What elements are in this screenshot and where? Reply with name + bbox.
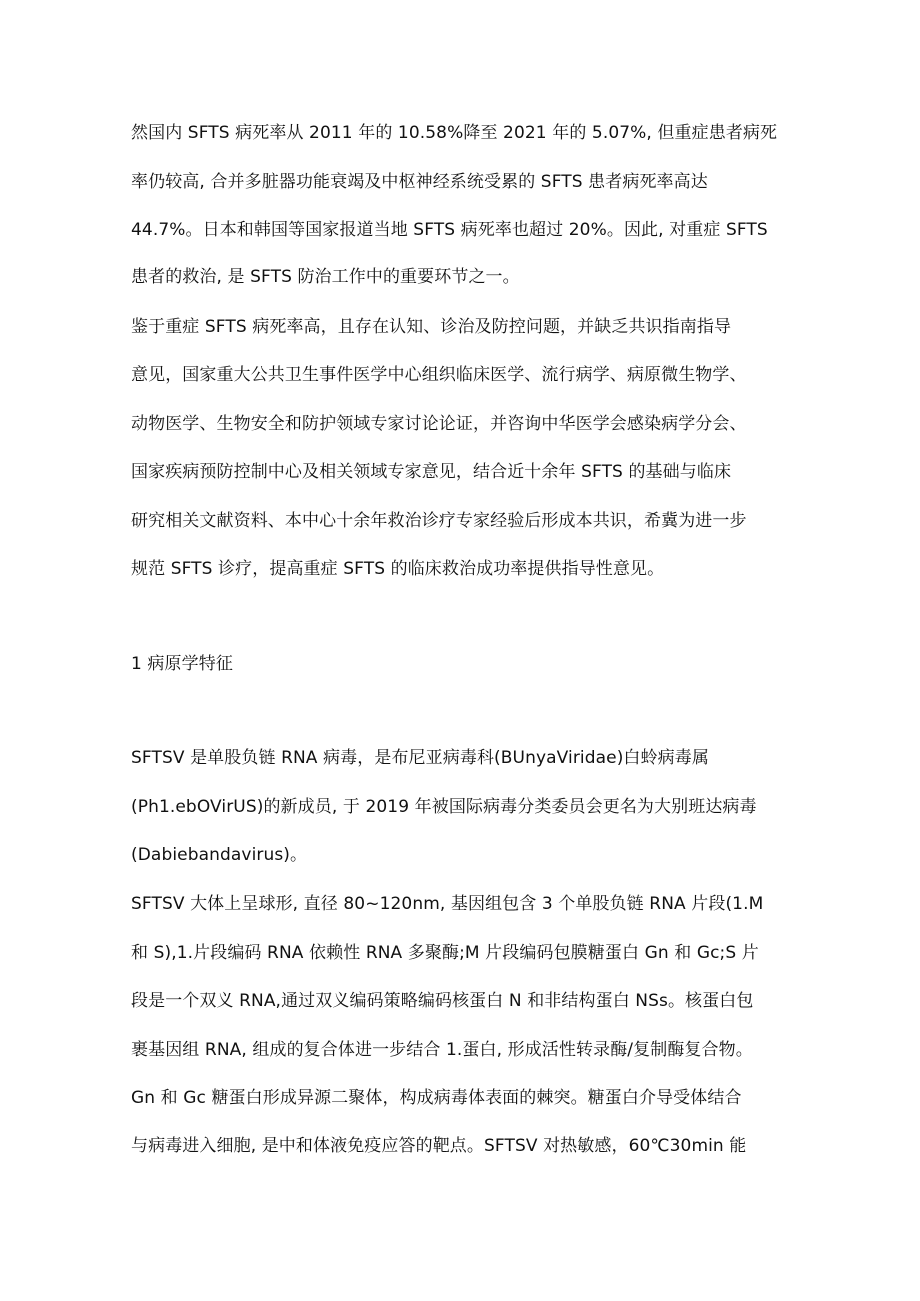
paragraph-4-line-6: 与病毒进入细胞, 是中和体液免疫应答的靶点。SFTSV 对热敏感，60℃30min 能 <box>131 1136 747 1156</box>
paragraph-2-line-2: 意见，国家重大公共卫生事件医学中心组织临床医学、流行病学、病原微生物学、 <box>131 365 747 385</box>
paragraph-3-line-2: (Ph1.ebOVirUS)的新成员, 于 2019 年被国际病毒分类委员会更名为大别班达病毒 <box>131 797 757 817</box>
paragraph-4-line-3: 段是一个双义 RNA,通过双义编码策略编码核蛋白 N 和非结构蛋白 NSs。核蛋白包 <box>131 991 754 1011</box>
paragraph-1-line-1: 然国内 SFTS 病死率从 2011 年的 10.58%降至 2021 年的 5.07%, 但重症患者病死 <box>131 123 778 143</box>
paragraph-4-line-5: Gn 和 Gc 糖蛋白形成异源二聚体，构成病毒体表面的棘突。糖蛋白介导受体结合 <box>131 1088 742 1108</box>
paragraph-2-line-1: 鉴于重症 SFTS 病死率高，且存在认知、诊治及防控问题，并缺乏共识指南指导 <box>131 317 732 337</box>
paragraph-3-line-3: (Dabiebandavirus)。 <box>131 845 308 865</box>
paragraph-2-line-5: 研究相关文献资料、本中心十余年救治诊疗专家经验后形成本共识，希冀为进一步 <box>131 511 747 531</box>
paragraph-4-line-1: SFTSV 大体上呈球形, 直径 80~120nm, 基因组包含 3 个单股负链 RNA 片段(1.M <box>131 894 764 914</box>
section-heading: 1 病原学特征 <box>131 654 233 674</box>
paragraph-1-line-2: 率仍较高, 合并多脏器功能衰竭及中枢神经系统受累的 SFTS 患者病死率高达 <box>131 172 708 192</box>
paragraph-4-line-4: 裹基因组 RNA, 组成的复合体进一步结合 1.蛋白, 形成活性转录酶/复制酶复合物。 <box>131 1040 753 1060</box>
paragraph-2-line-3: 动物医学、生物安全和防护领域专家讨论论证，并咨询中华医学会感染病学分会、 <box>131 414 747 434</box>
paragraph-3-line-1: SFTSV 是单股负链 RNA 病毒，是布尼亚病毒科(BUnyaViridae)白蛉病毒属 <box>131 748 709 768</box>
paragraph-1-line-4: 患者的救治, 是 SFTS 防治工作中的重要环节之一。 <box>131 267 520 287</box>
paragraph-4-line-2: 和 S),1.片段编码 RNA 依赖性 RNA 多聚酶;M 片段编码包膜糖蛋白 Gn 和 Gc;S 片 <box>131 943 759 963</box>
paragraph-2-line-4: 国家疾病预防控制中心及相关领域专家意见，结合近十余年 SFTS 的基础与临床 <box>131 462 732 482</box>
paragraph-2-line-6: 规范 SFTS 诊疗，提高重症 SFTS 的临床救治成功率提供指导性意见。 <box>131 559 665 579</box>
paragraph-1-line-3: 44.7%。日本和韩国等国家报道当地 SFTS 病死率也超过 20%。因此, 对重症 SFTS <box>131 220 768 240</box>
